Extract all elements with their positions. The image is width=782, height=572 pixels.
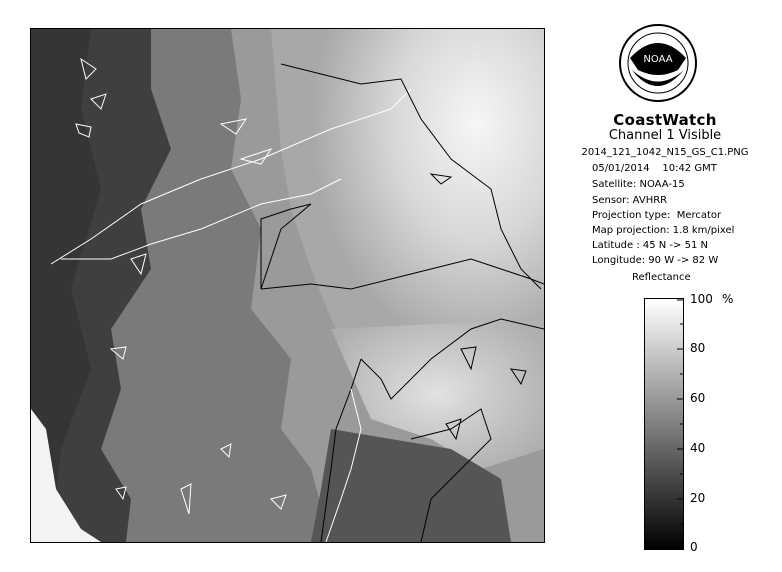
meta-projection-type: Projection type: Mercator: [592, 210, 722, 221]
colorbar-tick-40: 40: [690, 441, 706, 455]
channel-subtitle: Channel 1 Visible: [608, 128, 722, 143]
meta-date: 05/01/2014 10:42 GMT: [592, 163, 717, 174]
colorbar-tick-80: 80: [690, 341, 706, 355]
meta-latitude: Latitude : 45 N -> 51 N: [592, 240, 708, 251]
colorbar-title: Reflectance: [632, 272, 691, 283]
satellite-image: [31, 29, 544, 542]
colorbar-tick-20: 20: [690, 491, 706, 505]
meta-satellite: Satellite: NOAA-15: [592, 179, 685, 190]
meta-longitude: Longitude: 90 W -> 82 W: [592, 255, 719, 266]
satellite-map: [30, 28, 545, 543]
meta-sensor: Sensor: AVHRR: [592, 195, 668, 206]
noaa-logo: [618, 18, 698, 108]
colorbar-tick-100: 100: [690, 292, 713, 306]
filename: 2014_121_1042_N15_GS_C1.PNG: [581, 147, 749, 158]
colorbar-tick-0: 0: [690, 540, 698, 554]
page-title: CoastWatch: [613, 111, 717, 129]
colorbar: [644, 298, 684, 550]
meta-map-projection: Map projection: 1.8 km/pixel: [592, 225, 735, 236]
logo-text: NOAA: [643, 54, 673, 65]
colorbar-unit: %: [722, 292, 734, 306]
colorbar-tick-60: 60: [690, 391, 706, 405]
